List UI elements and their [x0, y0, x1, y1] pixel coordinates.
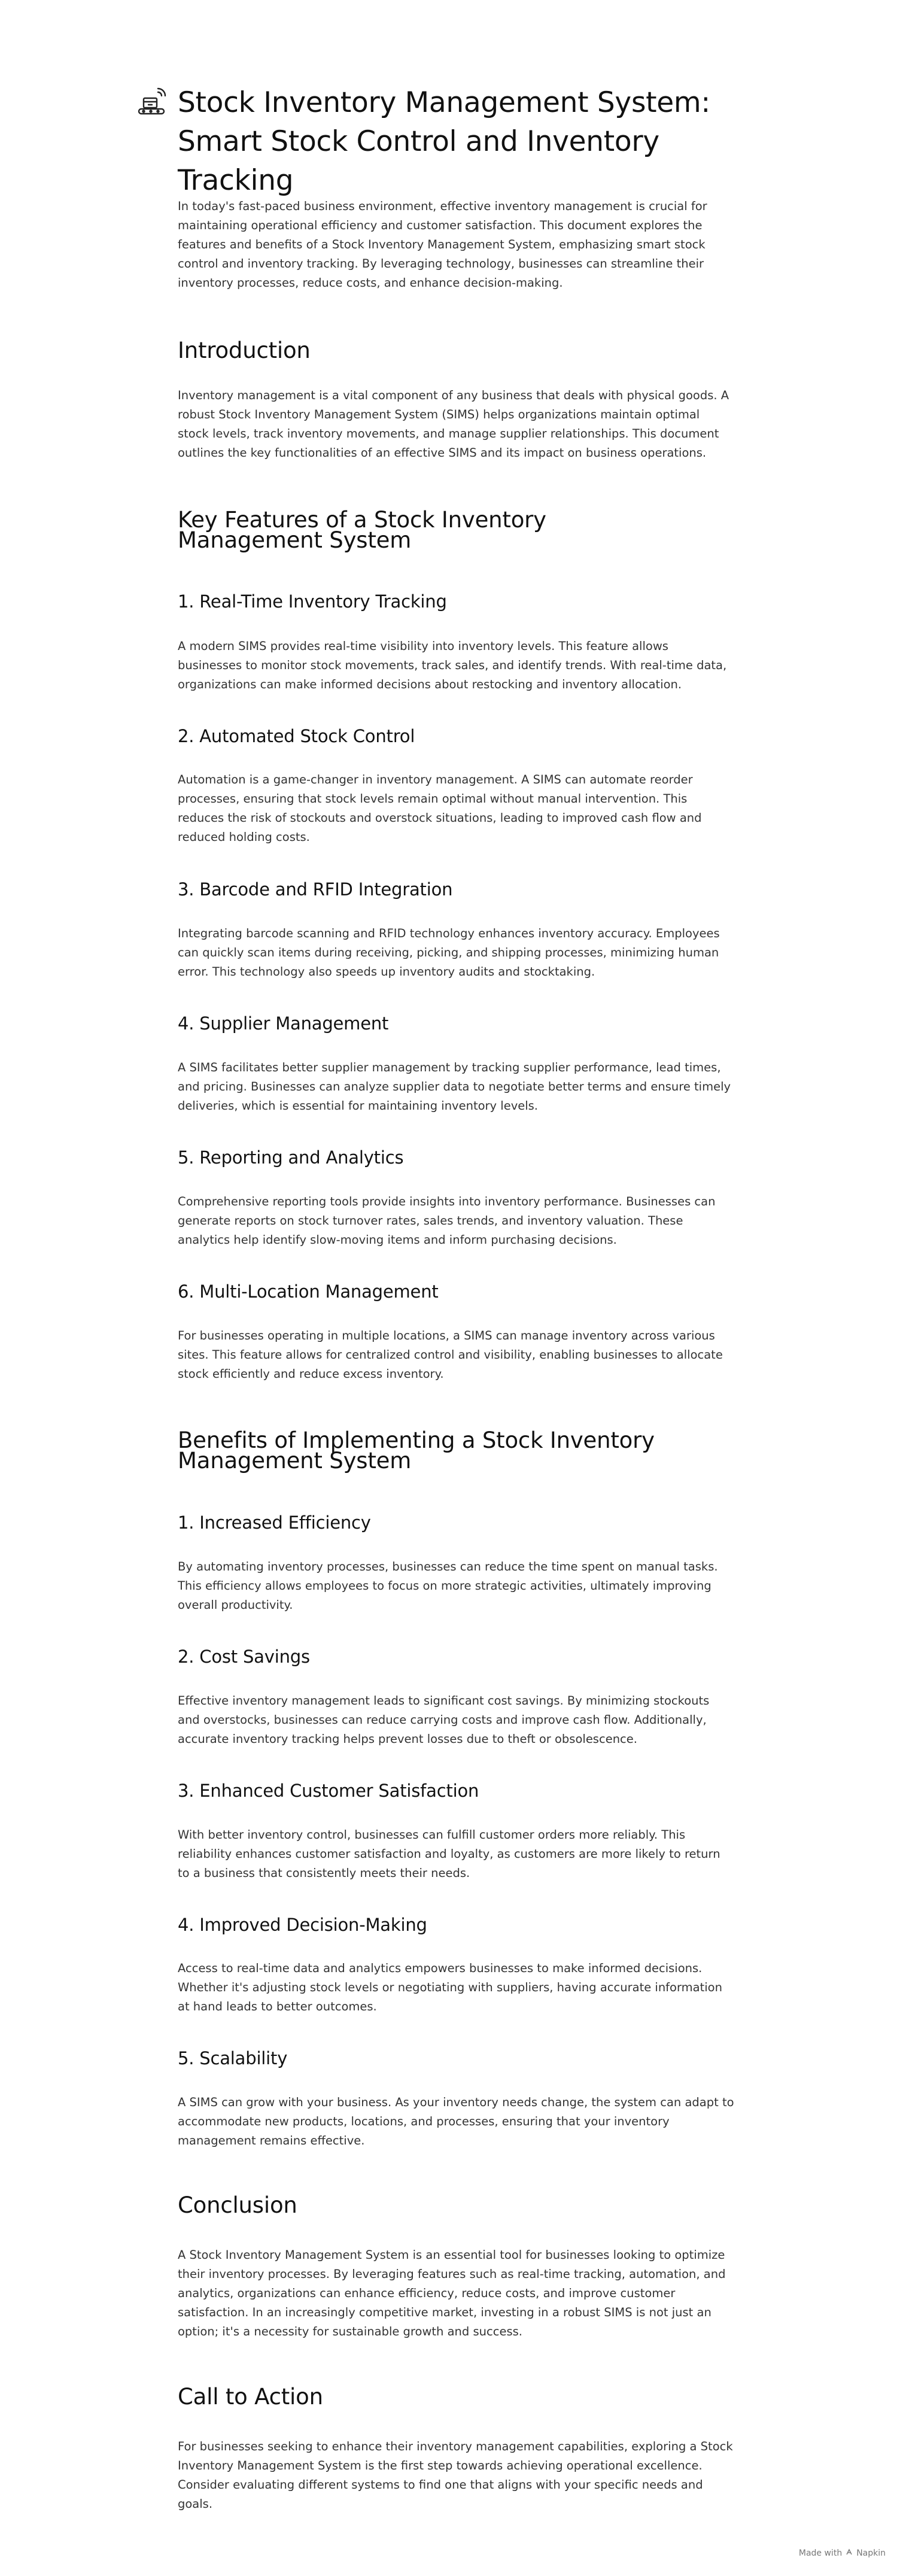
made-with-napkin-footer[interactable] — [799, 2548, 886, 2559]
feature-4-heading: 4. Supplier Management — [178, 1013, 389, 1034]
features-heading: Key Features of a Stock Inventory Management System — [178, 507, 546, 553]
napkin-brand-label: Napkin — [856, 2548, 886, 2558]
feature-3-heading: 3. Barcode and RFID Integration — [178, 879, 453, 900]
feature-6-heading: 6. Multi-Location Management — [178, 1281, 439, 1302]
document-title — [178, 83, 734, 200]
feature-3-text: Integrating barcode scanning and RFID technology enhances inventory accuracy. Employees can quickly scan items during receiving, picking, and shipping processes, minimizing human error. This technology also speeds up inventory audits and stocktaking. — [178, 926, 720, 979]
made-with-label: Made with — [798, 2548, 843, 2558]
benefit-1-text: By automating inventory processes, businesses can reduce the time spent on manual tasks. This efficiency allows employees to focus on more strategic activities, ultimately improving overall productivity. — [178, 1560, 718, 1612]
feature-2-text: Automation is a game-changer in inventory management. A SIMS can automate reorder processes, ensuring that stock levels remain optimal without manual intervention. This reduces the risk of stockouts and overstock situations, leading to improved cash flow and reduced holding costs. — [178, 773, 702, 844]
feature-6-text: For businesses operating in multiple locations, a SIMS can manage inventory across various sites. This feature allows for centralized control and visibility, enabling businesses to allocate stock efficiently and reduce excess inventory. — [178, 1329, 723, 1381]
benefit-5-text: A SIMS can grow with your business. As your inventory needs change, the system can adapt to accommodate new products, locations, and processes, ensuring that your inventory management remains effective. — [178, 2095, 734, 2147]
conclusion-text: A Stock Inventory Management System is an essential tool for businesses looking to optimize their inventory processes. By leveraging features such as real-time tracking, automation, and analytics, organizations can enhance efficiency, reduce costs, and improve customer satisfaction. In an increasingly competitive market, investing in a robust SIMS is not just an option; it's a necessity for sustainable growth and success. — [178, 2248, 726, 2338]
feature-2-heading: 2. Automated Stock Control — [178, 726, 415, 746]
call-to-action-text: For businesses seeking to enhance their inventory management capabilities, exploring a Stock Inventory Management System is the first step towards achieving operational excellence. Consider evaluating different systems to find one that aligns with your specific needs and goals. — [178, 2440, 733, 2511]
inventory-conveyor-icon — [138, 86, 169, 117]
benefit-4-heading: 4. Improved Decision-Making — [178, 1915, 427, 1935]
benefit-3-text: With better inventory control, businesses can fulfill customer orders more reliably. This reliability enhances customer satisfaction and loyalty, as customers are more likely to return to a business that consistently meets their needs. — [178, 1828, 720, 1880]
benefit-2-text: Effective inventory management leads to significant cost savings. By minimizing stockouts and overstocks, businesses can reduce carrying costs and improve cash flow. Additionally, accurate inventory tracking helps prevent losses due to theft or obsolescence. — [178, 1694, 710, 1746]
call-to-action-heading: Call to Action — [178, 2384, 323, 2410]
benefits-heading: Benefits of Implementing a Stock Inventory Management System — [178, 1427, 655, 1474]
benefit-1-heading: 1. Increased Efficiency — [178, 1512, 371, 1533]
title-line-2: Smart Stock Control and Inventory Tracking — [178, 125, 659, 197]
feature-1-text: A modern SIMS provides real-time visibility into inventory levels. This feature allows businesses to monitor stock movements, track sales, and identify trends. With real-time data, organizations can make informed decisions about restocking and inventory allocation. — [178, 639, 727, 691]
introduction-heading: Introduction — [178, 338, 311, 363]
conclusion-heading: Conclusion — [178, 2192, 297, 2218]
benefit-3-heading: 3. Enhanced Customer Satisfaction — [178, 1781, 479, 1801]
introduction-text: Inventory management is a vital component of any business that deals with physical goods. A robust Stock Inventory Management System (SIMS) helps organizations maintain optimal stock levels, track inventory movements, and manage supplier relationships. This document outlines the key functionalities of an effective SIMS and its impact on business operations. — [178, 388, 729, 460]
benefit-4-text: Access to real-time data and analytics empowers businesses to make informed decisions. Whether it's adjusting stock levels or negotiating with suppliers, having accurate information at hand leads to better outcomes. — [178, 1961, 722, 2013]
intro-paragraph: In today's fast-paced business environment, effective inventory management is crucial for maintaining operational efficiency and customer satisfaction. This document explores the features and benefits of a Stock Inventory Management System, emphasizing smart stock control and inventory tracking. By leveraging technology, businesses can streamline their inventory processes, reduce costs, and enhance decision-making. — [178, 199, 707, 290]
title-line-1: Stock Inventory Management System: — [178, 86, 710, 119]
benefit-5-heading: 5. Scalability — [178, 2048, 288, 2068]
feature-5-heading: 5. Reporting and Analytics — [178, 1147, 404, 1168]
feature-1-heading: 1. Real-Time Inventory Tracking — [178, 591, 447, 612]
benefit-2-heading: 2. Cost Savings — [178, 1647, 310, 1667]
napkin-logo-icon — [845, 2548, 853, 2559]
feature-5-text: Comprehensive reporting tools provide insights into inventory performance. Businesses can generate reports on stock turnover rates, sales trends, and inventory valuation. These analytics help identify slow-moving items and inform purchasing decisions. — [178, 1195, 716, 1247]
feature-4-text: A SIMS facilitates better supplier management by tracking supplier performance, lead times, and pricing. Businesses can analyze supplier data to negotiate better terms and ensure timely deliveries, which is essential for maintaining inventory levels. — [178, 1061, 731, 1113]
